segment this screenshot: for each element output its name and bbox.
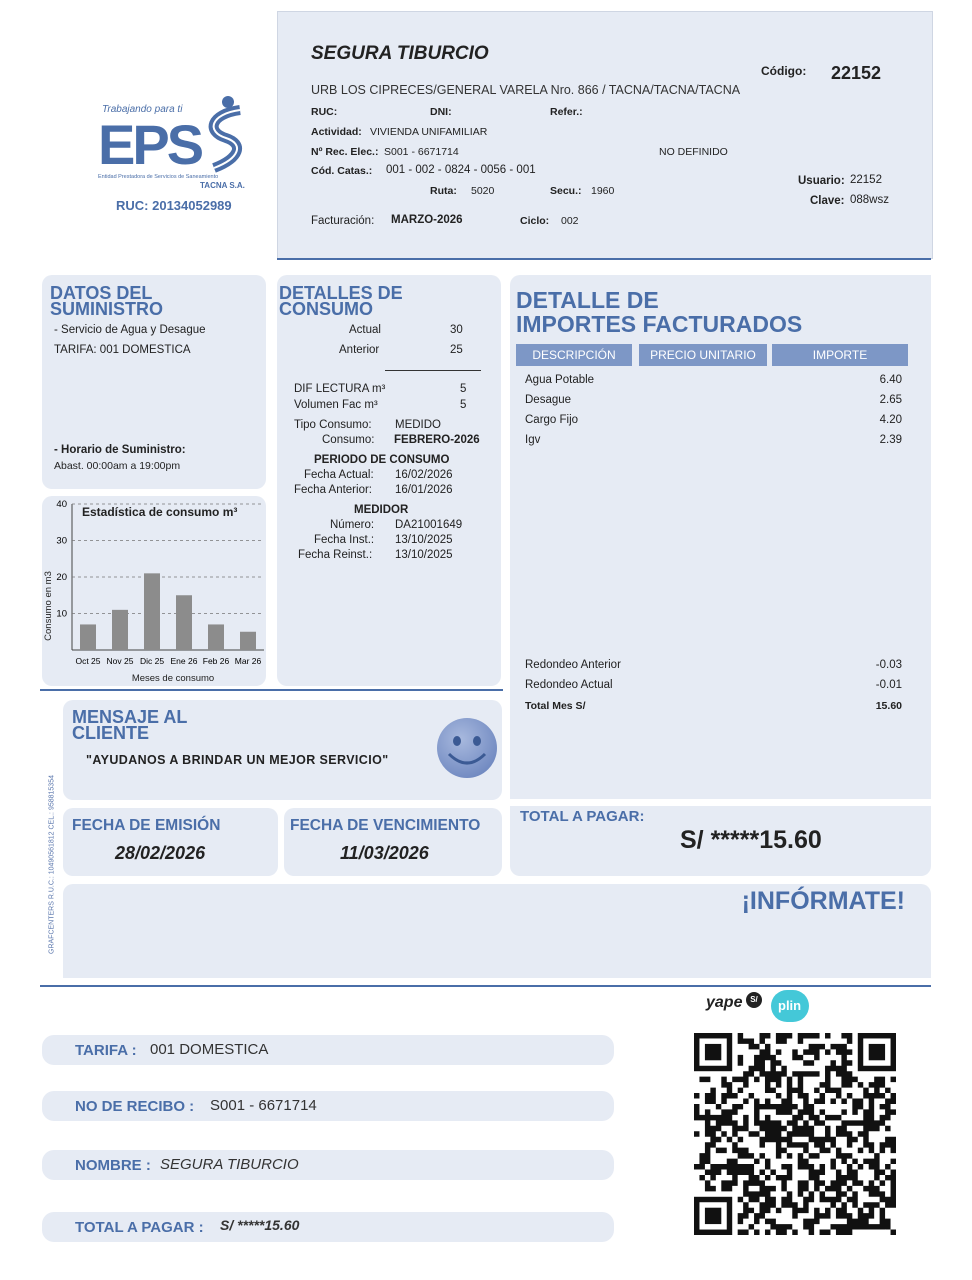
consumo-panel bbox=[277, 275, 501, 686]
footer-total-value: S/ *****15.60 bbox=[220, 1217, 300, 1233]
dif-lectura-value: 5 bbox=[460, 383, 467, 395]
chart-y-tick-label: 30 bbox=[56, 535, 67, 547]
logo-letters: EPS bbox=[98, 113, 202, 176]
redondeo-actual-value: -0.01 bbox=[875, 679, 902, 691]
mensaje-title-1: MENSAJE AL bbox=[72, 707, 188, 727]
footer-divider bbox=[40, 985, 931, 987]
logo-ruc: RUC: 20134052989 bbox=[116, 198, 232, 213]
clave-value: 088wsz bbox=[850, 194, 889, 206]
smiley-icon bbox=[435, 716, 499, 780]
ciclo-value: 002 bbox=[561, 215, 579, 227]
redondeo-actual-label: Redondeo Actual bbox=[525, 679, 613, 691]
logo-wave-icon bbox=[200, 96, 256, 174]
suministro-panel bbox=[42, 275, 266, 489]
chart-bar bbox=[240, 632, 256, 650]
chart-x-tick-label: Feb 26 bbox=[202, 656, 230, 666]
medidor-title: MEDIDOR bbox=[354, 504, 409, 516]
chart-bar bbox=[176, 595, 192, 650]
fecha-anterior-label: Fecha Anterior: bbox=[294, 484, 372, 496]
codigo-value: 22152 bbox=[831, 63, 882, 83]
yape-logo bbox=[706, 990, 766, 1018]
redondeo-anterior-value: -0.03 bbox=[875, 659, 902, 671]
chart-title: Estadística de consumo m³ bbox=[82, 505, 238, 519]
usuario-value: 22152 bbox=[850, 174, 882, 186]
secu-value: 1960 bbox=[591, 185, 615, 197]
header-panel bbox=[277, 11, 933, 259]
lectura-anterior-value: 25 bbox=[450, 344, 463, 356]
chart-y-tick-label: 40 bbox=[56, 499, 67, 510]
item-desc: Cargo Fijo bbox=[525, 414, 579, 426]
company-logo bbox=[96, 96, 256, 216]
importes-panel bbox=[510, 275, 931, 799]
yape-logo-text: yape bbox=[706, 994, 743, 1011]
fecha-actual-value: 16/02/2026 bbox=[395, 469, 453, 481]
vencimiento-label: FECHA DE VENCIMIENTO bbox=[290, 817, 481, 834]
redondeo-anterior-label: Redondeo Anterior bbox=[525, 659, 621, 671]
medidor-numero-value: DA21001649 bbox=[395, 519, 463, 531]
informate-panel bbox=[63, 884, 931, 978]
rec-elec-value: S001 - 6671714 bbox=[384, 146, 459, 158]
chart-x-tick-label: Nov 25 bbox=[106, 656, 134, 666]
emision-label: FECHA DE EMISIÓN bbox=[72, 817, 221, 834]
consumo-mes-value: FEBRERO-2026 bbox=[394, 434, 480, 446]
chart-bar bbox=[208, 624, 224, 650]
volumen-label: Volumen Fac m³ bbox=[294, 399, 378, 411]
rec-elec-label: Nº Rec. Elec.: bbox=[311, 146, 379, 158]
horario-label: - Horario de Suministro: bbox=[54, 444, 186, 456]
mensaje-text: "AYUDANOS A BRINDAR UN MEJOR SERVICIO" bbox=[86, 753, 389, 767]
ruta-value: 5020 bbox=[471, 185, 495, 197]
footer-tarifa-label: TARIFA : bbox=[75, 1042, 137, 1059]
qr-finder-pattern bbox=[697, 1036, 730, 1069]
emision-panel bbox=[63, 808, 278, 876]
fecha-inst-label: Fecha Inst.: bbox=[314, 534, 375, 546]
emision-value: 28/02/2026 bbox=[115, 843, 206, 863]
plin-logo bbox=[771, 990, 809, 1022]
consumo-title-1: DETALLES DE bbox=[279, 283, 403, 303]
consumption-chart bbox=[40, 494, 270, 690]
ciclo-label: Ciclo: bbox=[520, 215, 550, 227]
chart-grid bbox=[72, 504, 264, 650]
periodo-title: PERIODO DE CONSUMO bbox=[314, 454, 450, 466]
qr-code bbox=[694, 1033, 896, 1235]
dni-label: DNI: bbox=[430, 106, 452, 118]
mensaje-title-2: CLIENTE bbox=[72, 723, 150, 743]
col-precio-header: PRECIO UNITARIO bbox=[639, 344, 767, 366]
fecha-reinst-value: 13/10/2025 bbox=[395, 549, 453, 561]
medidor-numero-label: Número: bbox=[330, 519, 375, 531]
middle-divider bbox=[40, 689, 503, 691]
tarifa-text: TARIFA: 001 DOMESTICA bbox=[54, 344, 191, 356]
codigo-label: Código: bbox=[761, 64, 807, 78]
total-mes-label: Total Mes S/ bbox=[525, 700, 586, 712]
header-divider bbox=[277, 258, 931, 260]
col-descripcion-header: DESCRIPCIÓN bbox=[516, 344, 632, 366]
lectura-actual-value: 30 bbox=[450, 324, 463, 336]
item-importe: 2.39 bbox=[879, 434, 902, 446]
yape-badge: S/ bbox=[746, 992, 762, 1008]
facturacion-label: Facturación: bbox=[311, 215, 375, 227]
total-panel bbox=[510, 806, 931, 876]
facturacion-value: MARZO-2026 bbox=[391, 214, 463, 226]
horario-value: Abast. 00:00am a 19:00pm bbox=[54, 460, 181, 472]
lectura-actual-label: Actual bbox=[349, 324, 381, 336]
suministro-title-1: DATOS DEL bbox=[50, 283, 153, 303]
actividad-value: VIVIENDA UNIFAMILIAR bbox=[370, 126, 488, 138]
chart-x-tick-label: Oct 25 bbox=[75, 656, 101, 666]
chart-x-tick-label: Mar 26 bbox=[234, 656, 262, 666]
item-importe: 6.40 bbox=[879, 374, 902, 386]
footer-nombre-label: NOMBRE : bbox=[75, 1157, 151, 1174]
qr-finder-pattern bbox=[697, 1200, 730, 1233]
chart-x-tick-label: Dic 25 bbox=[139, 656, 165, 666]
qr-modules bbox=[694, 1033, 896, 1235]
chart-y-tick-label: 10 bbox=[56, 608, 67, 620]
consumo-mes-label: Consumo: bbox=[322, 434, 375, 446]
usuario-label: Usuario: bbox=[798, 175, 845, 187]
footer-total-label: TOTAL A PAGAR : bbox=[75, 1219, 204, 1236]
chart-x-ticks bbox=[75, 656, 261, 666]
lectura-anterior-label: Anterior bbox=[339, 344, 380, 356]
item-desc: Agua Potable bbox=[525, 374, 595, 386]
chart-bar bbox=[112, 610, 128, 650]
ruc-label: RUC: bbox=[311, 106, 338, 118]
consumo-title-2: CONSUMO bbox=[279, 299, 373, 319]
no-definido: NO DEFINIDO bbox=[659, 146, 728, 158]
suministro-title-2: SUMINISTRO bbox=[50, 299, 164, 319]
logo-city: TACNA S.A. bbox=[200, 181, 245, 190]
total-amount: S/ *****15.60 bbox=[680, 826, 822, 854]
chart-y-ticks bbox=[56, 499, 67, 620]
printer-side-text: GRAFCENTERS R.U.C.: 10490561812 CEL.: 958815354 bbox=[48, 775, 56, 954]
chart-bar bbox=[144, 573, 160, 650]
chart-y-tick-label: 20 bbox=[56, 572, 67, 583]
chart-bar bbox=[80, 624, 96, 650]
address: URB LOS CIPRECES/GENERAL VARELA Nro. 866 / TACNA/TACNA/TACNA bbox=[311, 83, 741, 97]
dif-lectura-label: DIF LECTURA m³ bbox=[294, 383, 386, 395]
col-importe-header: IMPORTE bbox=[772, 344, 908, 366]
footer-tarifa-value: 001 DOMESTICA bbox=[150, 1041, 269, 1058]
cod-catas-label: Cód. Catas.: bbox=[311, 165, 373, 177]
ruta-label: Ruta: bbox=[430, 185, 457, 197]
chart-bars bbox=[80, 573, 256, 650]
qr-finder-pattern bbox=[861, 1036, 894, 1069]
footer-recibo-label: NO DE RECIBO : bbox=[75, 1098, 195, 1115]
secu-label: Secu.: bbox=[550, 185, 582, 197]
chart-ylabel: Consumo en m3 bbox=[43, 571, 54, 641]
importes-title-1: DETALLE DE bbox=[516, 287, 659, 313]
fecha-reinst-label: Fecha Reinst.: bbox=[298, 549, 373, 561]
logo-entity: Entidad Prestadora de Servicios de Saneamiento bbox=[98, 174, 219, 180]
lectura-sum-line bbox=[385, 370, 481, 371]
tipo-consumo-value: MEDIDO bbox=[395, 419, 441, 431]
item-desc: Desague bbox=[525, 394, 572, 406]
item-importe: 4.20 bbox=[879, 414, 902, 426]
total-label: TOTAL A PAGAR: bbox=[520, 808, 645, 825]
informate-heading: ¡INFÓRMATE! bbox=[741, 887, 905, 915]
chart-xlabel: Meses de consumo bbox=[131, 673, 215, 684]
servicio-text: - Servicio de Agua y Desague bbox=[54, 324, 206, 336]
fecha-inst-value: 13/10/2025 bbox=[395, 534, 453, 546]
refer-label: Refer.: bbox=[550, 106, 583, 118]
importes-title-2: IMPORTES FACTURADOS bbox=[516, 311, 803, 337]
actividad-label: Actividad: bbox=[311, 126, 362, 138]
plin-logo-text: plin bbox=[778, 998, 802, 1013]
mensaje-panel bbox=[63, 700, 502, 800]
vencimiento-value: 11/03/2026 bbox=[340, 843, 429, 863]
tipo-consumo-label: Tipo Consumo: bbox=[294, 419, 372, 431]
total-mes-value: 15.60 bbox=[875, 700, 902, 712]
cod-catas-value: 001 - 002 - 0824 - 0056 - 001 bbox=[386, 164, 536, 176]
logo-tagline: Trabajando para ti bbox=[102, 104, 183, 115]
fecha-anterior-value: 16/01/2026 bbox=[395, 484, 453, 496]
footer-recibo-value: S001 - 6671714 bbox=[210, 1097, 317, 1114]
footer-nombre-value: SEGURA TIBURCIO bbox=[160, 1156, 299, 1173]
chart-x-tick-label: Ene 26 bbox=[170, 656, 198, 666]
fecha-actual-label: Fecha Actual: bbox=[304, 469, 374, 481]
customer-name: SEGURA TIBURCIO bbox=[311, 43, 489, 64]
clave-label: Clave: bbox=[810, 195, 845, 207]
item-desc: Igv bbox=[525, 434, 541, 446]
item-importe: 2.65 bbox=[879, 394, 902, 406]
volumen-value: 5 bbox=[460, 399, 467, 411]
vencimiento-panel bbox=[284, 808, 502, 876]
